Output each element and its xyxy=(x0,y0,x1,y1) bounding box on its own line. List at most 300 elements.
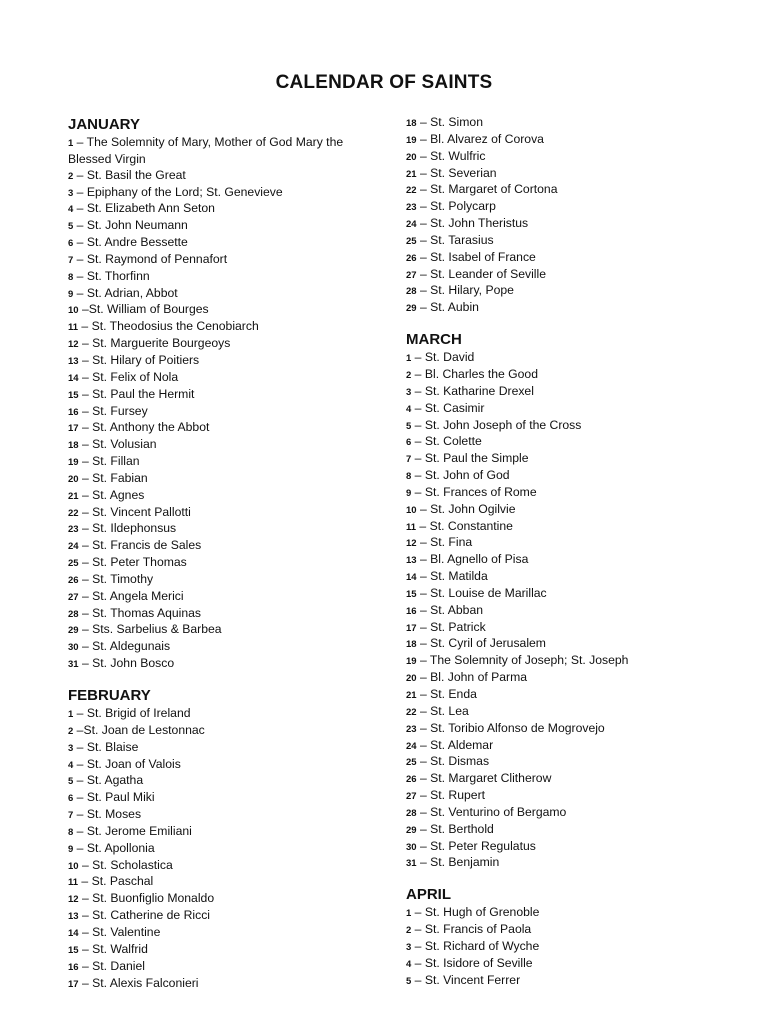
dash-separator: – xyxy=(411,905,425,920)
dash-separator: – xyxy=(416,552,431,567)
day-number: 20 xyxy=(406,151,417,163)
saint-name: St. Louise de Marillac xyxy=(430,585,547,600)
dash-separator: – xyxy=(416,636,431,651)
saint-entry xyxy=(68,488,408,505)
saint-entry xyxy=(406,166,746,183)
day-number: 30 xyxy=(68,642,79,654)
saint-name: St. Toribio Alfonso de Mogrovejo xyxy=(430,720,605,735)
dash-separator: – xyxy=(78,622,93,637)
day-number: 5 xyxy=(68,221,74,233)
day-number: 10 xyxy=(406,504,417,516)
dash-separator: – xyxy=(416,855,431,870)
day-number: 31 xyxy=(68,659,79,671)
saint-name: St. John Bosco xyxy=(92,656,175,671)
dash-separator: – xyxy=(416,232,431,247)
day-number: 27 xyxy=(68,591,79,603)
saint-name: St. Valentine xyxy=(92,924,161,939)
day-number: 19 xyxy=(406,134,417,146)
saint-entry xyxy=(406,485,746,502)
saint-name: St. Hilary, Pope xyxy=(430,283,514,298)
saint-entry xyxy=(406,199,746,216)
day-number: 23 xyxy=(68,524,79,536)
saint-entry xyxy=(68,773,408,790)
saint-entry xyxy=(68,976,408,993)
saint-name: Bl. Charles the Good xyxy=(424,366,538,381)
dash-separator: – xyxy=(416,720,431,735)
saint-entry xyxy=(406,738,746,755)
saint-entry xyxy=(68,807,408,824)
day-number: 8 xyxy=(406,471,412,483)
dash-separator: – xyxy=(73,251,87,266)
saint-entry xyxy=(68,454,408,471)
dash-separator: – xyxy=(416,283,431,298)
saint-name: St. John Joseph of the Cross xyxy=(424,417,582,432)
dash-separator: – xyxy=(78,555,93,570)
saint-entry xyxy=(68,218,408,235)
day-number: 14 xyxy=(68,927,79,939)
saint-name: St. Paul the Hermit xyxy=(92,386,195,401)
day-number: 17 xyxy=(68,978,79,990)
saint-entry xyxy=(406,216,746,233)
day-number: 28 xyxy=(406,807,417,819)
day-number: 27 xyxy=(406,269,417,281)
dash-separator: – xyxy=(73,285,87,300)
dash-separator: – xyxy=(416,300,431,315)
saint-name: St. Margaret Clitherow xyxy=(430,771,552,786)
day-number: 2 xyxy=(406,925,412,937)
saint-name: St. Leander of Seville xyxy=(430,266,546,281)
dash-separator: – xyxy=(416,199,431,214)
saint-entry xyxy=(68,555,408,572)
saint-entry xyxy=(68,521,408,538)
saint-entry xyxy=(406,670,746,687)
day-number: 5 xyxy=(68,776,74,788)
saint-entry xyxy=(68,353,408,370)
day-number: 2 xyxy=(68,170,74,182)
saint-entry xyxy=(406,771,746,788)
saint-entry xyxy=(406,788,746,805)
dash-separator: – xyxy=(416,670,431,685)
day-number: 19 xyxy=(406,656,417,668)
saint-name: St. Dismas xyxy=(430,754,490,769)
day-number: 12 xyxy=(68,339,79,351)
day-number: 24 xyxy=(406,740,417,752)
month-section xyxy=(68,116,408,673)
day-number: 28 xyxy=(68,608,79,620)
saint-entry xyxy=(406,132,746,149)
saint-entry xyxy=(68,235,408,252)
dash-separator: – xyxy=(78,521,93,536)
dash-separator: – xyxy=(73,184,87,199)
dash-separator: – xyxy=(73,773,87,788)
day-number: 19 xyxy=(68,457,79,469)
saint-name: St. Vincent Pallotti xyxy=(92,504,191,519)
dash-separator: – xyxy=(73,739,87,754)
saint-entry xyxy=(406,418,746,435)
dash-separator: – xyxy=(416,266,431,281)
dash-separator: – xyxy=(78,352,93,367)
saint-name: St. Paschal xyxy=(91,874,154,889)
day-number: 17 xyxy=(406,622,417,634)
saint-name: St. Raymond of Pennafort xyxy=(86,251,228,266)
saint-name: St. John Theristus xyxy=(430,216,529,231)
day-number: 9 xyxy=(68,288,74,300)
day-number: 29 xyxy=(406,824,417,836)
day-number: 12 xyxy=(68,894,79,906)
saint-entry xyxy=(406,115,746,132)
saint-entry xyxy=(406,434,746,451)
saint-entry xyxy=(68,706,408,723)
saint-entry xyxy=(406,519,746,536)
month-section xyxy=(406,115,746,317)
dash-separator: – xyxy=(411,400,425,415)
saint-name: St. Paul the Simple xyxy=(424,451,529,466)
saint-entry xyxy=(68,319,408,336)
dash-separator: – xyxy=(416,771,431,786)
day-number: 20 xyxy=(68,473,79,485)
dash-separator: – xyxy=(78,420,93,435)
saint-name: The Solemnity of Joseph; St. Joseph xyxy=(429,653,629,668)
day-number: 21 xyxy=(406,690,417,701)
day-number: 1 xyxy=(68,138,74,149)
day-number: 18 xyxy=(406,639,417,651)
saint-entry xyxy=(68,874,408,891)
saint-name: St. Constantine xyxy=(429,518,513,533)
day-number: 2 xyxy=(406,369,412,381)
day-number: 22 xyxy=(68,507,79,519)
dash-separator: – xyxy=(416,804,431,819)
saint-entry xyxy=(406,300,746,317)
day-number: 16 xyxy=(406,605,417,617)
dash-separator: – xyxy=(416,788,431,803)
day-number: 18 xyxy=(68,440,79,452)
saint-entry xyxy=(406,687,746,704)
dash-separator: – xyxy=(78,336,93,351)
day-number: 21 xyxy=(68,490,79,502)
saint-name: St. Richard of Wyche xyxy=(424,938,540,953)
day-number: 30 xyxy=(406,841,417,853)
day-number: 4 xyxy=(406,958,412,970)
day-number: 25 xyxy=(68,558,79,570)
saint-entry xyxy=(68,925,408,942)
saint-name: St. Joan de Lestonnac xyxy=(83,722,205,737)
saint-entry xyxy=(68,252,408,269)
dash-separator: – xyxy=(411,366,425,381)
saint-entry xyxy=(68,404,408,421)
day-number: 5 xyxy=(406,975,412,987)
saint-entry xyxy=(68,387,408,404)
saint-entry xyxy=(68,572,408,589)
dash-separator: – xyxy=(416,703,431,718)
saint-entry xyxy=(406,620,746,637)
dash-separator: – xyxy=(416,501,431,516)
saint-entry xyxy=(68,269,408,286)
day-number: 25 xyxy=(406,757,417,769)
dash-separator: – xyxy=(73,756,87,771)
day-number: 4 xyxy=(68,204,74,216)
saint-name: St. Thomas Aquinas xyxy=(92,605,201,620)
saint-name: St. Fillan xyxy=(92,454,140,469)
saint-entry xyxy=(406,250,746,267)
saint-entry xyxy=(68,336,408,353)
dash-separator: – xyxy=(78,605,93,620)
dash-separator: – xyxy=(78,874,92,889)
dash-separator: – xyxy=(73,218,87,233)
saint-name: St. Margaret of Cortona xyxy=(430,182,558,197)
saint-entry xyxy=(68,185,408,202)
saint-entry xyxy=(406,502,746,519)
day-number: 21 xyxy=(406,168,417,180)
dash-separator: – xyxy=(416,148,431,163)
dash-separator: – xyxy=(411,383,425,398)
dash-separator: – xyxy=(78,454,93,469)
saint-entry xyxy=(68,656,408,673)
saint-name: St. Katharine Drexel xyxy=(424,383,534,398)
day-number: 23 xyxy=(406,723,417,735)
saint-name: St. Vincent Ferrer xyxy=(424,972,521,987)
dash-separator: – xyxy=(78,319,92,334)
saint-name: St. Isidore of Seville xyxy=(424,955,533,970)
day-number: 15 xyxy=(68,944,79,956)
saint-name: St. Matilda xyxy=(430,569,488,584)
day-number: 20 xyxy=(406,673,417,685)
dash-separator: – xyxy=(411,484,425,499)
saint-entry xyxy=(68,606,408,623)
saint-name: St. Colette xyxy=(424,434,482,449)
saint-name: St. Catherine de Ricci xyxy=(92,908,211,923)
saint-name: St. Ildephonsus xyxy=(92,521,177,536)
saint-name: St. Rupert xyxy=(430,788,486,803)
day-number: 7 xyxy=(68,254,74,266)
saint-entry xyxy=(406,367,746,384)
day-number: 24 xyxy=(68,541,79,553)
saint-name: St. John Neumann xyxy=(86,218,188,233)
saint-entry xyxy=(68,471,408,488)
dash-separator: – xyxy=(411,417,425,432)
saint-name: St. Aubin xyxy=(430,300,479,315)
dash-separator: – xyxy=(78,538,93,553)
dash-separator: – xyxy=(73,235,87,250)
saint-name: St. Elizabeth Ann Seton xyxy=(86,201,215,216)
saint-name: St. Andre Bessette xyxy=(86,235,188,250)
saint-name: Bl. Agnello of Pisa xyxy=(430,552,529,567)
saint-entry xyxy=(406,535,746,552)
dash-separator: – xyxy=(416,165,431,180)
saint-entry xyxy=(406,451,746,468)
dash-separator: – xyxy=(411,938,425,953)
saint-name: St. Lea xyxy=(430,703,469,718)
saint-entry xyxy=(406,653,746,670)
saint-entry xyxy=(68,790,408,807)
saint-entry xyxy=(68,302,408,319)
day-number: 29 xyxy=(406,303,417,315)
saint-entry xyxy=(68,370,408,387)
saint-entry xyxy=(68,858,408,875)
saint-entry xyxy=(68,891,408,908)
dash-separator: – xyxy=(411,468,425,483)
dash-separator: – xyxy=(78,504,93,519)
dash-separator: – xyxy=(78,470,93,485)
dash-separator: – xyxy=(78,588,93,603)
dash-separator: – xyxy=(73,790,87,805)
saint-name: St. Cyril of Jerusalem xyxy=(430,636,546,651)
day-number: 17 xyxy=(68,423,79,435)
month-section xyxy=(406,886,746,989)
day-number: 14 xyxy=(68,372,79,384)
saint-entry xyxy=(68,841,408,858)
dash-separator: – xyxy=(78,941,93,956)
saint-entry xyxy=(406,267,746,284)
day-number: 7 xyxy=(68,810,74,822)
saint-entry xyxy=(406,822,746,839)
saint-entry xyxy=(68,286,408,303)
saint-entry xyxy=(406,855,746,872)
saint-name: St. Peter Thomas xyxy=(92,555,187,570)
day-number: 2 xyxy=(68,725,74,737)
dash-separator: – xyxy=(411,451,425,466)
dash-separator: – xyxy=(416,619,431,634)
day-number: 3 xyxy=(68,742,74,754)
saint-entry xyxy=(68,538,408,555)
saint-entry xyxy=(68,959,408,976)
dash-separator: – xyxy=(416,115,431,129)
saint-entry xyxy=(406,384,746,401)
saint-name: St. Agnes xyxy=(92,487,145,502)
dash-separator: – xyxy=(73,823,87,838)
saint-entry xyxy=(406,956,746,973)
saint-name: St. Venturino of Bergamo xyxy=(430,804,567,819)
dash-separator: – xyxy=(416,821,431,836)
saint-name: St. Peter Regulatus xyxy=(430,838,536,853)
dash-separator: – xyxy=(411,434,425,449)
dash-separator: – xyxy=(416,653,430,668)
saint-entry xyxy=(68,437,408,454)
saint-name: St. Aldegunais xyxy=(92,639,171,654)
dash-separator: – xyxy=(78,386,93,401)
saint-name: St. Angela Merici xyxy=(92,588,184,603)
saint-entry xyxy=(406,704,746,721)
dash-separator: – xyxy=(411,350,425,365)
saint-name: St. Moses xyxy=(86,807,142,822)
saint-name: St. John Ogilvie xyxy=(430,501,516,516)
day-number: 4 xyxy=(406,403,412,415)
dash-separator: – xyxy=(416,131,431,146)
dash-separator: – xyxy=(73,167,87,182)
day-number: 9 xyxy=(406,487,412,499)
saint-name: St. Simon xyxy=(430,115,483,129)
day-number: 14 xyxy=(406,572,417,584)
saint-entry xyxy=(406,586,746,603)
saint-entry xyxy=(406,922,746,939)
dash-separator: – xyxy=(411,955,425,970)
dash-separator: – xyxy=(78,369,93,384)
dash-separator: – xyxy=(411,922,425,937)
day-number: 24 xyxy=(406,219,417,231)
dash-separator: – xyxy=(78,958,93,973)
dash-separator: – xyxy=(416,838,431,853)
saint-name: St. Fursey xyxy=(92,403,148,418)
dash-separator: – xyxy=(78,571,93,586)
dash-separator: – xyxy=(416,737,431,752)
day-number: 13 xyxy=(68,911,79,923)
dash-separator: – xyxy=(78,403,93,418)
day-number: 10 xyxy=(68,305,79,317)
saint-entry xyxy=(406,350,746,367)
dash-separator: – xyxy=(416,754,431,769)
dash-separator: – xyxy=(78,639,93,654)
day-number: 6 xyxy=(406,437,412,449)
saint-name: St. Berthold xyxy=(430,821,494,836)
dash-separator: – xyxy=(78,975,93,990)
dash-separator: – xyxy=(73,840,87,855)
saint-entry xyxy=(406,401,746,418)
saint-name: St. Timothy xyxy=(92,571,154,586)
saint-name: Bl. Alvarez of Corova xyxy=(430,131,544,146)
dash-separator: – xyxy=(78,656,93,671)
day-number: 27 xyxy=(406,791,417,803)
day-number: 31 xyxy=(406,858,417,870)
month-heading: MARCH xyxy=(406,331,462,349)
dash-separator: – xyxy=(78,302,89,317)
saint-name: St. Fina xyxy=(430,535,473,550)
day-number: 11 xyxy=(68,877,79,889)
dash-separator: – xyxy=(78,891,93,906)
saint-name: St. Buonfiglio Monaldo xyxy=(92,891,215,906)
day-number: 26 xyxy=(68,574,79,586)
saint-name: St. Joan of Valois xyxy=(86,756,181,771)
day-number: 7 xyxy=(406,454,412,466)
saint-entry xyxy=(406,973,746,990)
dash-separator: – xyxy=(416,687,431,701)
saint-entry xyxy=(68,942,408,959)
saint-entry xyxy=(68,201,408,218)
day-number: 13 xyxy=(406,555,417,567)
saint-name: St. Brigid of Ireland xyxy=(86,706,191,720)
day-number: 3 xyxy=(406,386,412,398)
dash-separator: – xyxy=(73,722,84,737)
day-number: 26 xyxy=(406,252,417,264)
saint-entry xyxy=(68,505,408,522)
day-number: 12 xyxy=(406,538,417,550)
saint-name: St. Volusian xyxy=(92,437,157,452)
saint-name: St. Felix of Nola xyxy=(92,369,179,384)
saint-name: St. John of God xyxy=(424,468,510,483)
day-number: 9 xyxy=(68,843,74,855)
saint-name: St. Theodosius the Cenobiarch xyxy=(91,319,259,334)
day-number: 29 xyxy=(68,625,79,637)
dash-separator: – xyxy=(416,216,431,231)
saint-name: St. Benjamin xyxy=(430,855,500,870)
day-number: 3 xyxy=(68,187,74,199)
dash-separator: – xyxy=(73,706,87,720)
saint-name: St. Aldemar xyxy=(430,737,494,752)
saint-name: Sts. Sarbelius & Barbea xyxy=(92,622,222,637)
day-number: 28 xyxy=(406,286,417,298)
saint-entry xyxy=(406,805,746,822)
day-number: 18 xyxy=(406,118,417,129)
saint-name: St. Frances of Rome xyxy=(424,484,537,499)
saint-entry xyxy=(406,552,746,569)
day-number: 15 xyxy=(406,588,417,600)
month-section xyxy=(68,687,408,992)
day-number: 15 xyxy=(68,389,79,401)
saint-entry xyxy=(406,569,746,586)
saint-entry xyxy=(406,468,746,485)
saint-entry xyxy=(68,622,408,639)
dash-separator: – xyxy=(78,437,93,452)
day-number: 5 xyxy=(406,420,412,432)
saint-name: St. Casimir xyxy=(424,400,485,415)
